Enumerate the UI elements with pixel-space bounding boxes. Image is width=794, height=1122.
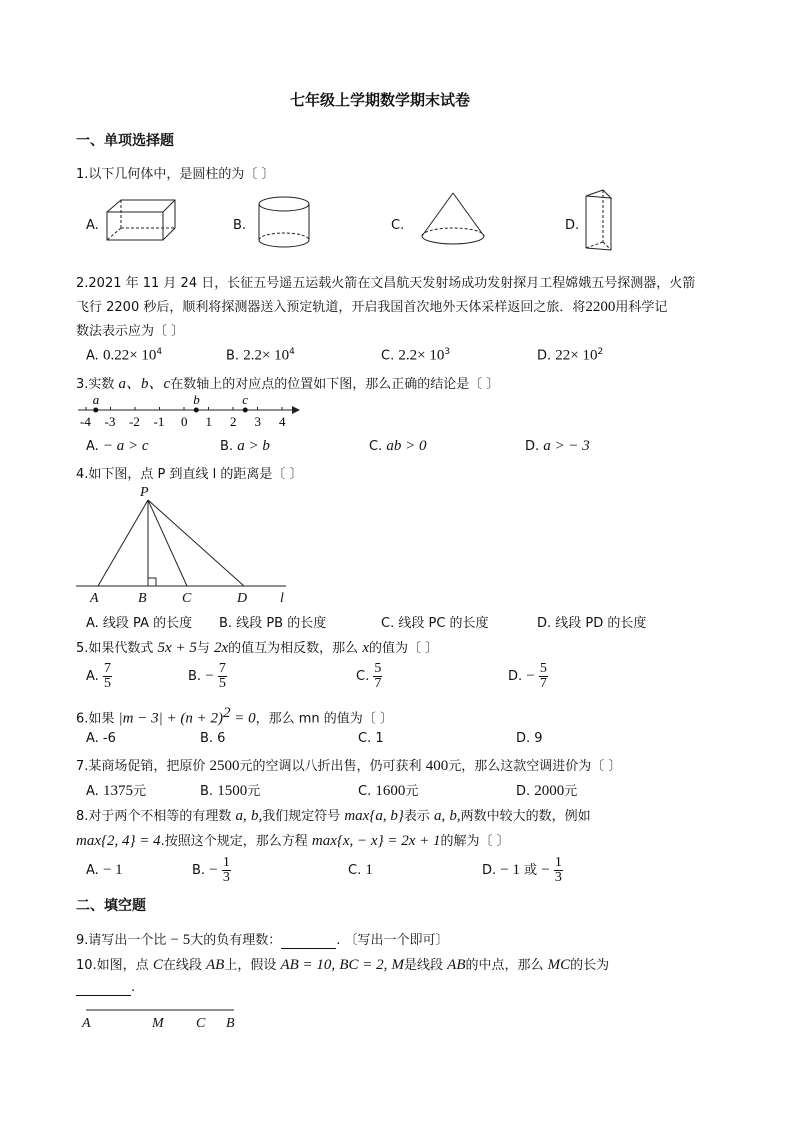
q8-option-c-label: C. (348, 863, 362, 878)
q7-price: 2500 (209, 758, 240, 774)
q3-point-a (93, 408, 98, 413)
q10-stem (76, 954, 609, 974)
q3-point-label-a: a (92, 392, 100, 407)
q3-option-d-expr: a > − 3 (543, 438, 590, 454)
q8-option-c-value: 1 (365, 862, 373, 878)
q3-tick-label: 2 (230, 414, 237, 429)
q10-eq2: BC = 2, (339, 957, 388, 973)
q10-mc: MC (547, 957, 571, 973)
q4-stem: 4.如下图，点 P 到直线 l 的距离是〔 〕 (76, 467, 303, 482)
q1-cylinder-figure (255, 194, 313, 252)
q7-option-c-unit: 元 (405, 784, 419, 799)
q5-option-d-sign: − (526, 668, 535, 684)
q3-point-label-c: c (242, 392, 249, 407)
q8-var-a2: a, (434, 808, 446, 824)
q4-label-a: A (90, 591, 99, 606)
q4-right-angle-mark (148, 578, 156, 586)
q3-tick-label: 4 (279, 414, 286, 429)
q8-option-d-label: D. (482, 863, 497, 878)
q6-exp: 2 (222, 705, 231, 721)
q9-pre: 9.请写出一个比 (76, 933, 167, 948)
q8-option-a-value: − 1 (102, 862, 123, 878)
q7-post: 元，那么这款空调进价为〔 〕 (448, 759, 622, 774)
q3-axis-arrow (292, 406, 300, 414)
q7-option-a-value: 1375 (102, 783, 133, 799)
q6-post: ，那么 mn 的值为〔 〕 (255, 711, 393, 727)
q4-label-c: C (182, 591, 192, 606)
q2-times: × 10 (570, 347, 598, 364)
q8-option-d-value: − 1 (500, 862, 521, 878)
q3-option-d (525, 438, 590, 455)
q10-pre: 10.如图，点 (76, 958, 149, 973)
q5-option-b-fraction (218, 662, 227, 691)
q2-stem-line2 (76, 296, 667, 316)
q6-option-d: D. 9 (516, 731, 543, 746)
q5-option-c-fraction (373, 662, 382, 691)
q5-option-a (86, 662, 112, 691)
q3-point-c (243, 408, 248, 413)
q3-tick-label: 1 (205, 414, 212, 429)
q1-cone-figure (418, 190, 488, 250)
q7-option-c (358, 780, 418, 800)
section-heading-fill: 二、填空题 (76, 898, 146, 914)
q3-option-a-expr: − a > c (102, 438, 149, 454)
q5-post: 的值互为相反数，那么 (228, 641, 359, 656)
q6-pre: 6.如果 (76, 711, 115, 727)
q10-ab2: AB (447, 957, 466, 973)
q8-stem-line2 (76, 830, 510, 850)
q8-pre: 8.对于两个不相等的有理数 (76, 809, 232, 824)
q4-option-c: C. 线段 PC 的长度 (381, 616, 489, 631)
q5-option-d-den: 7 (539, 676, 547, 691)
q9-number: − 5 (170, 932, 191, 948)
q8-option-b-label: B. (192, 863, 206, 878)
q10-answer-blank[interactable] (76, 980, 131, 996)
q5-option-c-den: 7 (374, 676, 382, 691)
q5-option-c-num: 5 (374, 661, 382, 676)
q3-tick-label: 3 (254, 414, 261, 429)
q7-option-a-unit: 元 (132, 784, 146, 799)
q5-end: 的值为〔 〕 (368, 641, 439, 656)
q1-cuboid-figure (105, 198, 180, 244)
q7-pre: 7.某商场促销，把原价 (76, 759, 206, 774)
q10-period: . (131, 980, 136, 995)
q7-stem (76, 755, 621, 775)
q3-stem-pre: 3.实数 (76, 377, 115, 392)
q4-label-d: D (237, 591, 248, 606)
q7-option-b-label: B. (200, 784, 214, 799)
q8-option-a (86, 862, 123, 879)
q1-prism-figure (583, 188, 615, 254)
q2-number: 2200 (585, 299, 616, 315)
q4-option-a: A. 线段 PA 的长度 (86, 616, 193, 631)
q8-option-b-fraction (222, 856, 231, 885)
q10-ab: AB (206, 957, 225, 973)
q2-option-b (226, 347, 295, 364)
q7-option-b (200, 780, 260, 800)
q5-stem (76, 637, 438, 657)
q8-symbol: max{a, b} (344, 808, 404, 824)
q5-option-b-label: B. (188, 669, 202, 684)
q8-var-b2: b, (449, 808, 461, 824)
q10-label-a: A (82, 1016, 91, 1031)
q7-option-d-unit: 元 (564, 784, 578, 799)
section-heading-choice: 一、单项选择题 (76, 133, 174, 149)
q8-option-d-or: 或 (524, 863, 538, 878)
q10-answer-line (76, 980, 135, 996)
q7-option-b-value: 1500 (217, 783, 248, 799)
q3-option-c-expr: ab > 0 (386, 438, 427, 454)
q8-var-a: a, (235, 808, 247, 824)
q10-m: M (391, 957, 405, 973)
page-title: 七年级上学期数学期末试卷 (290, 91, 471, 109)
q8-option-d-sign: − (541, 862, 550, 878)
q3-option-b-expr: a > b (237, 438, 270, 454)
q8-equation: max{x, − x} = 2x + 1 (311, 833, 441, 849)
q4-label-b: B (138, 591, 147, 606)
q9-end: . 〔写出一个即可〕 (336, 933, 449, 948)
q3-number-line (74, 390, 304, 430)
q2-stem-line3: 数法表示应为〔 〕 (76, 324, 185, 339)
q2-option-b-label: B. (226, 348, 240, 364)
q3-tick-label: -3 (104, 414, 116, 429)
q10-label-m: M (152, 1016, 164, 1031)
q10-label-b: B (226, 1016, 235, 1031)
q2-option-d-label: D. (537, 348, 552, 364)
q5-option-b-num: 7 (218, 661, 226, 676)
q2-stem-text-end: 用科学记 (615, 300, 668, 315)
q10-mid4: 的中点，那么 (465, 958, 544, 973)
q8-example: max{2, 4} = 4 (76, 833, 161, 849)
q5-option-d-fraction (539, 662, 548, 691)
q7-option-d (516, 780, 577, 800)
q10-eq1: AB = 10, (280, 957, 336, 973)
q8-option-d (482, 856, 563, 885)
q8-option-b-num: 1 (222, 855, 230, 870)
q8-option-b (192, 856, 231, 885)
q2-times: × 10 (417, 347, 445, 364)
q4-option-d: D. 线段 PD 的长度 (537, 616, 647, 631)
q2-option-d-exponent: 2 (597, 347, 604, 357)
q10-mid3: 是线段 (404, 958, 444, 973)
q8-mid1: 我们规定符号 (262, 809, 341, 824)
q9-answer-blank[interactable] (281, 933, 336, 949)
q8-option-d-den: 3 (554, 870, 562, 885)
q2-option-d (537, 347, 603, 364)
q1-option-d-label: D. (565, 218, 580, 233)
q5-mid: 与 (196, 641, 210, 656)
q6-expr-end: = 0 (230, 710, 256, 727)
q4-label-l: l (280, 591, 284, 606)
q3-option-b (220, 438, 270, 455)
q5-expr2: 2x (213, 640, 229, 656)
q8-mid4: .按照这个规定，那么方程 (160, 834, 308, 849)
q8-option-c (348, 862, 373, 879)
q10-mid2: 上，假设 (224, 958, 277, 973)
q5-option-b-den: 5 (218, 676, 226, 691)
q8-end: 的解为〔 〕 (440, 834, 510, 849)
q2-times: × 10 (261, 347, 290, 364)
q2-option-a-mantissa: 0.22 (102, 347, 130, 364)
q5-option-c (356, 662, 382, 691)
q7-option-a (86, 780, 146, 800)
q3-option-c (369, 438, 426, 455)
q5-expr1: 5x + 5 (157, 640, 197, 656)
q1-option-a-label: A. (86, 218, 99, 233)
q10-c: C (152, 957, 163, 973)
q10-label-c: C (196, 1016, 206, 1031)
q9-post: 大的负有理数： (190, 933, 282, 948)
q2-option-a-label: A. (86, 348, 99, 364)
q5-option-b-sign: − (205, 668, 214, 684)
q5-option-d (508, 662, 548, 691)
q4-label-p: P (140, 485, 149, 500)
q1-option-c-label: C. (391, 218, 405, 233)
q2-option-b-mantissa: 2.2 (243, 347, 262, 364)
q2-option-c-label: C. (381, 348, 395, 364)
q7-option-d-label: D. (516, 784, 531, 799)
q4-segment-pa (98, 500, 148, 586)
q8-option-a-label: A. (86, 863, 99, 878)
q2-option-c (381, 347, 450, 364)
q5-option-d-label: D. (508, 669, 523, 684)
q3-tick-label: -2 (129, 414, 140, 429)
q3-tick-label: -1 (153, 414, 165, 429)
q8-mid2: 表示 (403, 809, 430, 824)
q8-option-b-den: 3 (222, 870, 230, 885)
q2-option-c-exponent: 3 (444, 347, 451, 357)
q4-figure (74, 480, 294, 608)
q8-option-d-fraction (554, 856, 563, 885)
q6-stem (76, 705, 393, 727)
q3-point-label-b: b (193, 392, 200, 407)
q4-segment-pc (148, 500, 187, 586)
q5-var: x (362, 640, 369, 656)
q8-var-b: b, (250, 808, 263, 824)
q7-mid: 元的空调以八折出售，仍可获利 (239, 759, 422, 774)
q10-segment-figure (76, 1003, 246, 1033)
q5-pre: 5.如果代数式 (76, 641, 154, 656)
q3-tick-label: 0 (181, 414, 188, 429)
q4-segment-pd (148, 500, 244, 586)
q5-option-a-fraction (103, 662, 112, 691)
q5-option-a-label: A. (86, 669, 99, 684)
q6-expr: |m − 3| + (n + 2) (118, 710, 223, 727)
q3-tick-label: -4 (80, 414, 91, 429)
q5-option-b (188, 662, 227, 691)
q2-times: × 10 (129, 347, 157, 364)
q5-option-c-label: C. (356, 669, 370, 684)
q2-stem-text: 飞行 2200 秒后，顺利将探测器送入预定轨道，开启我国首次地外天体采样返回之旅．将 (76, 300, 586, 315)
q7-option-c-value: 1600 (375, 783, 406, 799)
q10-end: 的长为 (570, 958, 610, 973)
q6-option-a: A. -6 (86, 731, 116, 746)
q1-option-b-label: B. (233, 218, 247, 233)
q3-vars: a、b、c (118, 376, 171, 392)
q7-option-b-unit: 元 (247, 784, 261, 799)
q3-option-c-label: C. (369, 439, 383, 454)
q7-option-c-label: C. (358, 784, 372, 799)
q5-option-d-num: 5 (539, 661, 547, 676)
q8-stem-line1 (76, 805, 591, 825)
q3-option-b-label: B. (220, 439, 234, 454)
q2-option-b-exponent: 4 (289, 347, 295, 357)
q2-option-c-mantissa: 2.2 (398, 347, 418, 364)
q5-option-a-den: 5 (103, 676, 111, 691)
q2-option-d-mantissa: 22 (555, 347, 571, 364)
q6-option-c: C. 1 (358, 731, 384, 746)
q2-option-a-exponent: 4 (156, 347, 163, 357)
q3-option-a (86, 438, 149, 455)
q9-stem (76, 929, 449, 949)
q7-profit: 400 (425, 758, 449, 774)
q2-stem-line1: 2.2021 年 11 月 24 日，长征五号遥五运载火箭在文昌航天发射场成功发射探月工程嫦娥五号探测器，火箭 (76, 276, 696, 291)
q7-option-a-label: A. (86, 784, 99, 799)
q8-mid3: 两数中较大的数，例如 (460, 809, 591, 824)
q7-option-d-value: 2000 (534, 783, 565, 799)
q3-point-b (194, 408, 199, 413)
q1-stem: 1.以下几何体中，是圆柱的为〔 〕 (76, 167, 275, 182)
q2-option-a (86, 347, 162, 364)
q3-option-a-label: A. (86, 439, 99, 454)
q4-option-b: B. 线段 PB 的长度 (219, 616, 327, 631)
q8-option-b-sign: − (209, 862, 218, 878)
q3-option-d-label: D. (525, 439, 540, 454)
q10-mid1: 在线段 (162, 958, 202, 973)
q8-option-d-num: 1 (554, 855, 562, 870)
q3-stem-post: 在数轴上的对应点的位置如下图，那么正确的结论是〔 〕 (170, 377, 500, 392)
q5-option-a-num: 7 (103, 661, 111, 676)
q6-option-b: B. 6 (200, 731, 226, 746)
